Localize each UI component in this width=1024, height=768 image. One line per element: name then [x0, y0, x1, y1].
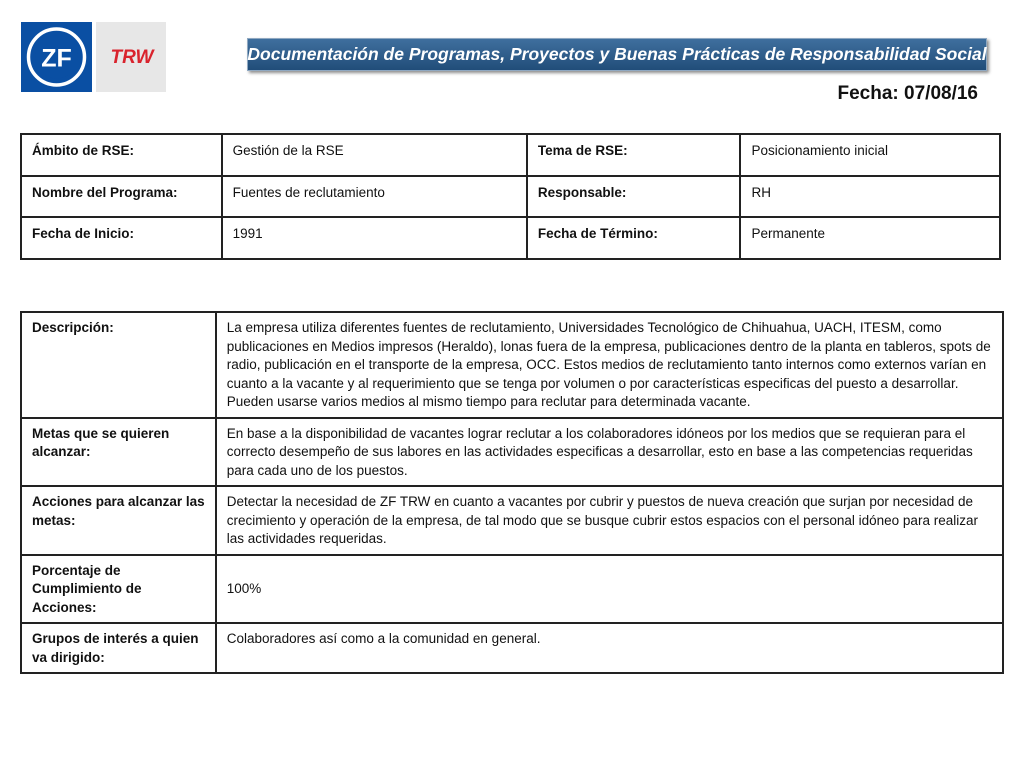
summary-value-inicio: 1991	[222, 217, 527, 259]
zf-logo	[21, 22, 92, 92]
zf-logo-text: ZF	[41, 44, 72, 73]
details-label: Metas que se quieren alcanzar:	[21, 418, 216, 487]
summary-value-responsable: RH	[740, 176, 1000, 218]
document-date	[760, 83, 978, 105]
summary-label-tema: Tema de RSE:	[527, 134, 741, 176]
summary-label-inicio: Fecha de Inicio:	[21, 217, 222, 259]
date-label: Fecha:	[837, 83, 899, 104]
details-label: Descripción:	[21, 312, 216, 418]
document-title: Documentación de Programas, Proyectos y Buenas Prácticas de Responsabilidad Social	[247, 38, 987, 71]
date-value: 07/08/16	[904, 83, 978, 104]
summary-label-ambito: Ámbito de RSE:	[21, 134, 222, 176]
details-row-metas	[21, 418, 1003, 487]
summary-value-ambito: Gestión de la RSE	[222, 134, 527, 176]
summary-value-programa: Fuentes de reclutamiento	[222, 176, 527, 218]
details-value: En base a la disponibilidad de vacantes lograr reclutar a los colaboradores idóneos por los medios que se requieran para el correcto desempeño de sus labores en las actividades especificas a desarrollar, esto en base a las competencias requeridas para cada uno de los puestos.	[216, 418, 1003, 487]
summary-row	[21, 134, 1000, 176]
details-label: Grupos de interés a quien va dirigido:	[21, 623, 216, 673]
details-row-porcentaje	[21, 555, 1003, 624]
summary-row	[21, 176, 1000, 218]
details-row-acciones	[21, 486, 1003, 555]
summary-table	[20, 133, 1001, 260]
summary-row	[21, 217, 1000, 259]
details-table	[20, 311, 1004, 674]
details-label: Porcentaje de Cumplimiento de Acciones:	[21, 555, 216, 624]
trw-logo	[96, 22, 166, 92]
details-value: Detectar la necesidad de ZF TRW en cuanto a vacantes por cubrir y puestos de nueva creación que surjan por necesidad de crecimiento y operación de la empresa, de tal modo que se busque cubrir estos espacios con el personal idóneo para realizar las actividades requeridas.	[216, 486, 1003, 555]
details-label: Acciones para alcanzar las metas:	[21, 486, 216, 555]
details-row-descripcion	[21, 312, 1003, 418]
summary-label-termino: Fecha de Término:	[527, 217, 741, 259]
trw-logo-text: TRW	[110, 47, 154, 68]
details-row-grupos	[21, 623, 1003, 673]
trw-logo-mark	[96, 22, 166, 92]
summary-value-tema: Posicionamiento inicial	[740, 134, 1000, 176]
summary-label-programa: Nombre del Programa:	[21, 176, 222, 218]
summary-label-responsable: Responsable:	[527, 176, 741, 218]
summary-value-termino: Permanente	[740, 217, 1000, 259]
details-value: Colaboradores así como a la comunidad en general.	[216, 623, 1003, 673]
zf-logo-mark	[21, 22, 92, 92]
details-value: La empresa utiliza diferentes fuentes de reclutamiento, Universidades Tecnológico de Chihuahua, UACH, ITESM, como publicaciones en Medios impresos (Heraldo), lonas fuera de la empresa, publicaciones dentro de la planta en tableros, spots de radio, publicación en el transporte de la empresa, OCC. Estos medios de reclutamiento tanto internos como externos varían en cuanto a la vacante y al requerimiento que se tenga por volumen o por características especificas del puesto a desarrollar. Pueden usarse varios medios al mismo tiempo para reclutar para determinada vacante.	[216, 312, 1003, 418]
details-value: 100%	[216, 555, 1003, 624]
